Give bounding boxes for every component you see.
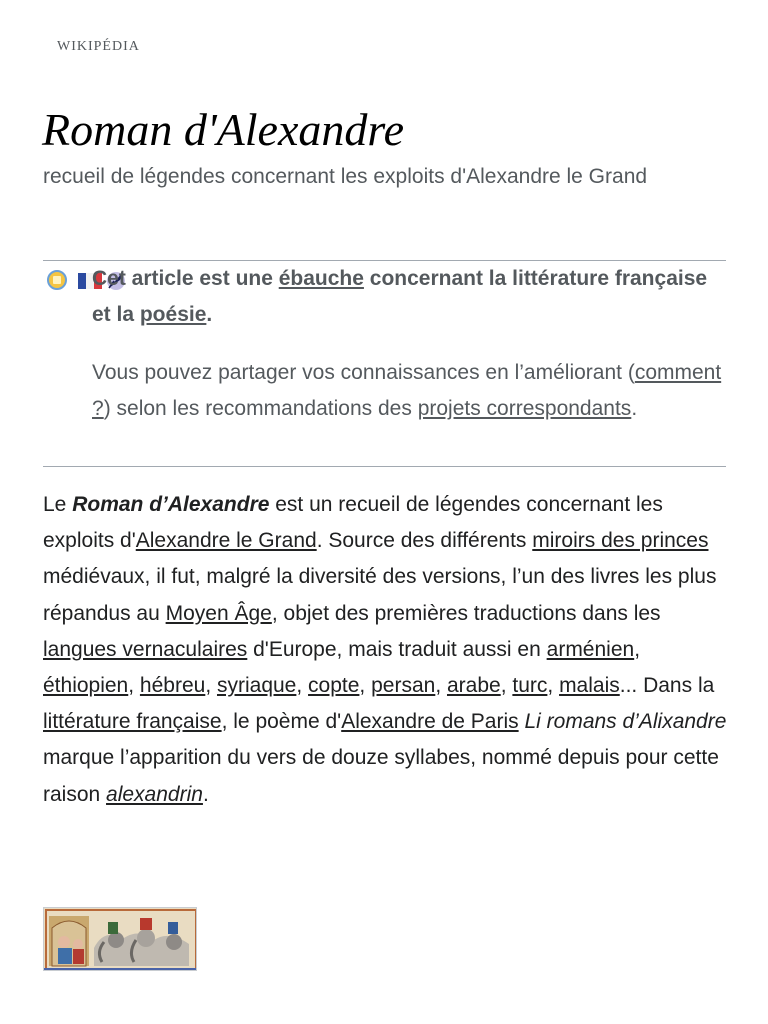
text-fragment: , bbox=[205, 674, 217, 698]
text-fragment: d'Europe, mais traduit aussi en bbox=[247, 637, 547, 661]
notice-text-fragment: concernant la littérature française et la bbox=[92, 267, 708, 326]
link-copte[interactable]: copte bbox=[308, 674, 360, 698]
notice-text-fragment: . bbox=[631, 397, 638, 420]
notice-text-fragment: Vous pouvez partager vos connaissances en l’améliorant ( bbox=[92, 361, 635, 384]
page-title: Roman d'Alexandre bbox=[42, 104, 404, 155]
link-langues-vernaculaires[interactable]: langues vernaculaires bbox=[43, 637, 248, 661]
text-fragment: . Source des différents bbox=[316, 529, 533, 553]
text-fragment: , bbox=[634, 637, 641, 661]
text-fragment: , bbox=[547, 674, 560, 698]
how-to-link[interactable]: comment ? bbox=[92, 361, 722, 420]
text-fragment: ... Dans la bbox=[619, 674, 715, 698]
text-fragment: est un recueil de légendes concernant les exploits d' bbox=[43, 493, 663, 553]
manuscript-illustration-thumbnail[interactable] bbox=[43, 907, 197, 971]
link-alexandrin[interactable]: alexandrin bbox=[106, 782, 203, 806]
stub-notice-box bbox=[43, 260, 726, 467]
manuscript-illustration-image bbox=[44, 908, 197, 971]
text-fragment: médiévaux, il fut, malgré la diversité des versions, l’un des livres les plus répandus au bbox=[43, 565, 717, 625]
stub-link[interactable]: ébauche bbox=[278, 267, 364, 290]
link-miroirs-des-princes[interactable]: miroirs des princes bbox=[532, 529, 709, 553]
notice-sub-text bbox=[92, 355, 722, 427]
intro-paragraph bbox=[43, 487, 733, 813]
text-fragment: . bbox=[202, 782, 209, 806]
page-subtitle: recueil de légendes concernant les exploits d'Alexandre le Grand bbox=[43, 165, 648, 188]
link-arabe[interactable]: arabe bbox=[446, 674, 501, 698]
text-fragment: , bbox=[359, 674, 372, 698]
bold-title-term: Roman d’Alexandre bbox=[72, 493, 270, 516]
notice-text-fragment: Cet article est une bbox=[92, 267, 279, 290]
link-moyen-age[interactable]: Moyen Âge bbox=[165, 601, 272, 625]
link-turc[interactable]: turc bbox=[512, 674, 548, 698]
notice-text-fragment: ) selon les recommandations des bbox=[103, 397, 418, 420]
text-fragment: Le bbox=[43, 493, 73, 516]
text-fragment: , bbox=[435, 674, 447, 698]
poetry-link[interactable]: poésie bbox=[139, 303, 207, 326]
book-icon[interactable] bbox=[47, 270, 67, 290]
link-syriaque[interactable]: syriaque bbox=[216, 674, 297, 698]
text-fragment: , bbox=[128, 674, 140, 698]
link-armenien[interactable]: arménien bbox=[546, 637, 635, 661]
italic-work-title: Li romans d’Alixandre bbox=[524, 710, 727, 734]
text-fragment: , le poème d' bbox=[221, 710, 342, 734]
text-fragment: , objet des premières traductions dans les bbox=[271, 601, 661, 625]
notice-main-text bbox=[92, 261, 722, 333]
text-fragment: , bbox=[500, 674, 513, 698]
link-persan[interactable]: persan bbox=[371, 674, 436, 698]
notice-text-fragment: . bbox=[206, 303, 213, 326]
link-litterature-francaise[interactable]: littérature française bbox=[43, 710, 222, 734]
notice-text bbox=[92, 261, 722, 427]
text-fragment: marque l’apparition du vers de douze syllabes, nommé depuis pour cette raison bbox=[43, 746, 719, 806]
link-alexandre-de-paris[interactable]: Alexandre de Paris bbox=[341, 710, 519, 734]
link-alexandre-le-grand[interactable]: Alexandre le Grand bbox=[135, 529, 317, 553]
link-hebreu[interactable]: hébreu bbox=[139, 674, 206, 698]
related-projects-link[interactable]: projets correspondants bbox=[417, 397, 632, 420]
link-malais[interactable]: malais bbox=[559, 674, 620, 698]
link-ethiopien[interactable]: éthiopien bbox=[43, 674, 129, 698]
text-fragment: , bbox=[296, 674, 309, 698]
wikipedia-wordmark[interactable]: WIKIPÉDIA bbox=[57, 39, 140, 54]
